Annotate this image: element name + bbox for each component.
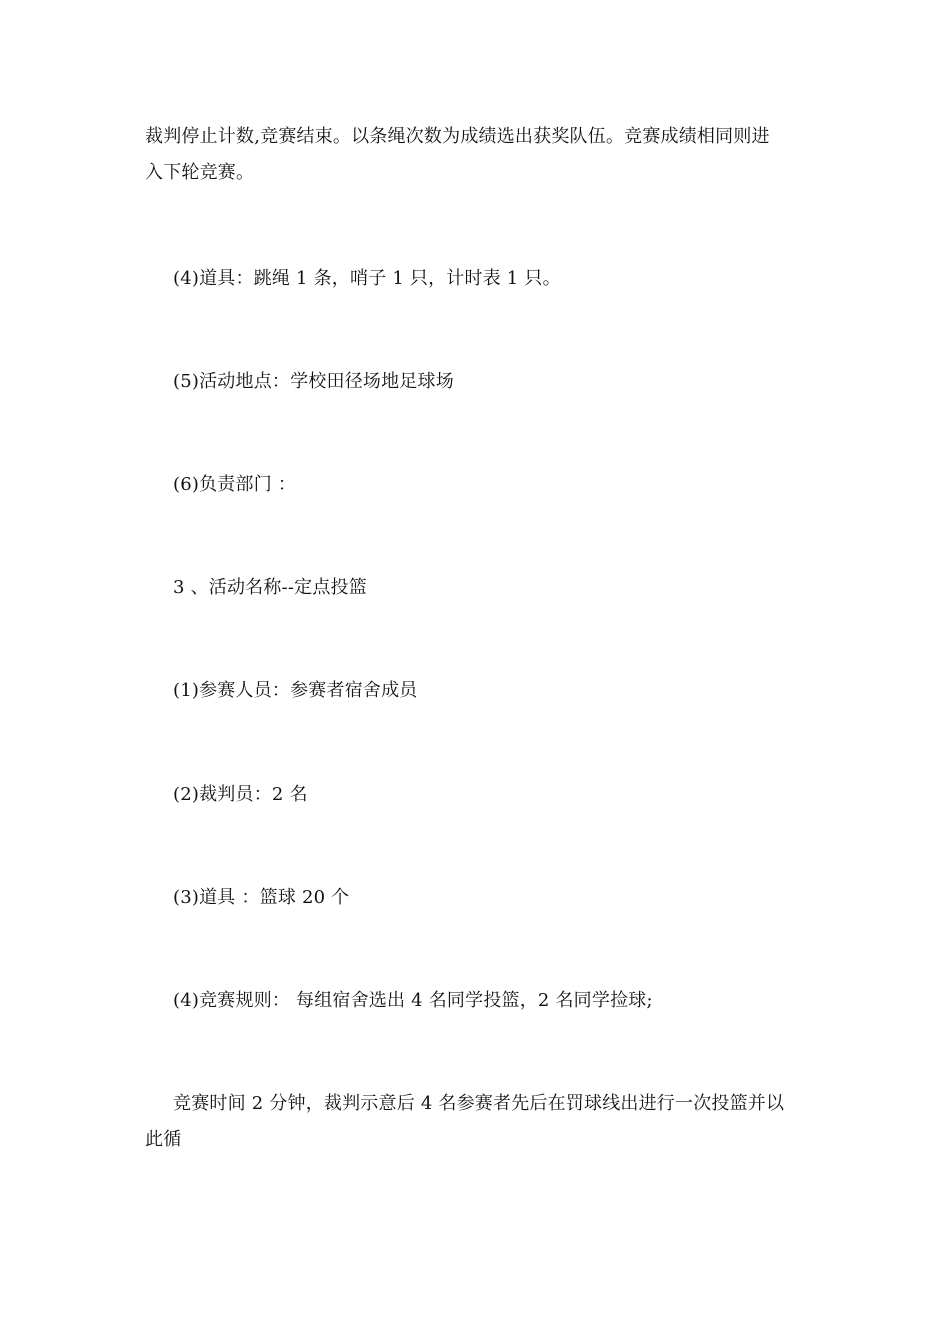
paragraph-line: 入下轮竞赛。 [145,162,255,183]
paragraph-line: (2)裁判员：2 名 [173,784,308,805]
paragraph-line: (1)参赛人员：参赛者宿舍成员 [173,680,418,701]
paragraph-line: 裁判停止计数,竞赛结束。以条绳次数为成绩选出获奖队伍。竞赛成绩相同则进 [145,126,770,147]
paragraph-line: (4)道具：跳绳 1 条，哨子 1 只，计时表 1 只。 [173,268,561,289]
paragraph-line: (5)活动地点：学校田径场地足球场 [173,371,454,392]
paragraph-line: (6)负责部门 ： [173,474,297,495]
paragraph-line: 竞赛时间 2 分钟，裁判示意后 4 名参赛者先后在罚球线出进行一次投篮并以 [173,1093,785,1114]
paragraph-line: (3)道具 ：篮球 20 个 [173,887,350,908]
paragraph-line: (4)竞赛规则： 每组宿舍选出 4 名同学投篮，2 名同学捡球; [173,990,653,1011]
paragraph-line: 此循 [145,1129,182,1150]
section-heading: 3 、活动名称--定点投篮 [173,577,367,598]
